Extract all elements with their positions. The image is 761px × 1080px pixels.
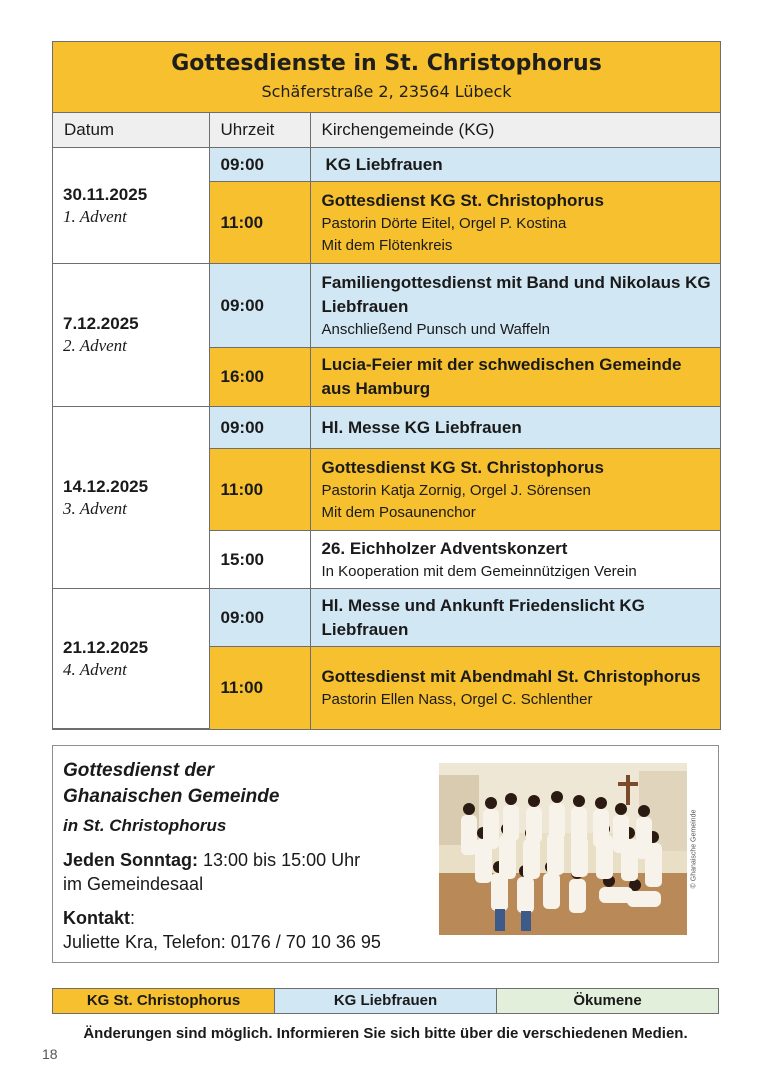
- event-cell: [310, 449, 720, 531]
- event-title: 26. Eichholzer Adventskonzert: [321, 538, 568, 558]
- ghana-info: [63, 758, 433, 954]
- time-cell: 11:00: [209, 449, 310, 531]
- footnote: Änderungen sind möglich. Informieren Sie sich bitte über die verschiedenen Medien.: [83, 1025, 688, 1042]
- column-header-time: Uhrzeit: [209, 113, 310, 148]
- event-detail: Pastorin Dörte Eitel, Orgel P. Kostina: [321, 214, 567, 232]
- event-title: KG Liebfrauen: [325, 154, 443, 174]
- church-address: Schäferstraße 2, 23564 Lübeck: [261, 82, 512, 101]
- services-table: [52, 41, 721, 730]
- event-cell: [310, 589, 720, 647]
- service-date: 14.12.2025: [63, 476, 149, 496]
- event-cell: [310, 148, 720, 182]
- schedule-value: 13:00 bis 15:00 Uhr: [198, 850, 361, 870]
- column-header-parish: Kirchengemeinde (KG): [310, 113, 720, 148]
- time-cell: 11:00: [209, 182, 310, 264]
- time-cell: 16:00: [209, 348, 310, 407]
- event-detail: Mit dem Flötenkreis: [321, 236, 453, 254]
- table-header: [53, 42, 720, 113]
- service-date: 21.12.2025: [63, 637, 149, 657]
- table-row: [53, 589, 720, 647]
- event-title: Familiengottesdienst mit Band und Nikolaus KG Liebfrauen: [321, 272, 711, 316]
- contact-label: Kontakt: [63, 908, 130, 928]
- event-cell: [310, 348, 720, 407]
- ghana-schedule: [63, 848, 433, 872]
- date-cell: [53, 589, 209, 729]
- legend-item: KG St. Christophorus: [53, 989, 275, 1013]
- event-cell: [310, 647, 720, 729]
- event-detail: Anschließend Punsch und Waffeln: [321, 320, 550, 338]
- event-title: Gottesdienst KG St. Christophorus: [321, 190, 604, 210]
- time-cell: 09:00: [209, 407, 310, 449]
- event-title: Hl. Messe und Ankunft Friedenslicht KG Liebfrauen: [321, 595, 645, 639]
- time-cell: 09:00: [209, 148, 310, 182]
- legend-item: Ökumene: [497, 989, 718, 1013]
- event-detail: Pastorin Katja Zornig, Orgel J. Sörensen: [321, 481, 591, 499]
- schedule-grid: [53, 113, 720, 729]
- liturgical-day: 4. Advent: [63, 659, 127, 679]
- ghana-title: Ghanaischen Gemeinde: [63, 786, 280, 807]
- table-row: [53, 407, 720, 449]
- liturgical-day: 1. Advent: [63, 206, 127, 226]
- color-legend: [52, 988, 719, 1014]
- event-title: Lucia-Feier mit der schwedischen Gemeinde aus Hamburg: [321, 355, 682, 398]
- table-row: [53, 148, 720, 182]
- group-photo: [439, 763, 687, 935]
- column-header-row: [53, 113, 720, 148]
- ghana-community-box: [52, 745, 719, 963]
- date-cell: [53, 148, 209, 264]
- time-cell: 15:00: [209, 531, 310, 589]
- contact-value: Juliette Kra, Telefon: 0176 / 70 10 36 95: [63, 932, 381, 952]
- date-cell: [53, 264, 209, 407]
- ghana-schedule-place: im Gemeindesaal: [63, 874, 204, 894]
- ghana-location: in St. Christophorus: [63, 816, 227, 835]
- date-cell: [53, 407, 209, 589]
- event-title: Gottesdienst mit Abendmahl St. Christophorus: [321, 666, 701, 686]
- service-date: 30.11.2025: [63, 184, 148, 204]
- table-row: [53, 264, 720, 348]
- photo-credit: © Ghanaische Gemeinde: [690, 809, 698, 889]
- event-title: Hl. Messe KG Liebfrauen: [321, 417, 522, 437]
- page-number: 18: [42, 1046, 58, 1062]
- event-cell: [310, 182, 720, 264]
- schedule-label: Jeden Sonntag:: [63, 850, 199, 870]
- event-cell: [310, 531, 720, 589]
- time-cell: 11:00: [209, 647, 310, 729]
- event-detail: Mit dem Posaunenchor: [321, 503, 476, 521]
- legend-item: KG Liebfrauen: [275, 989, 497, 1013]
- liturgical-day: 2. Advent: [63, 336, 127, 355]
- event-title: Gottesdienst KG St. Christophorus: [321, 457, 604, 477]
- ghana-contact: [63, 906, 433, 930]
- column-header-date: Datum: [53, 113, 209, 148]
- event-detail: Pastorin Ellen Nass, Orgel C. Schlenther: [321, 690, 593, 708]
- service-date: 7.12.2025: [63, 314, 139, 333]
- liturgical-day: 3. Advent: [63, 498, 127, 518]
- page-title: Gottesdienste in St. Christophorus: [171, 51, 602, 76]
- event-cell: [310, 407, 720, 449]
- ghana-title: Gottesdienst der: [63, 760, 214, 781]
- event-cell: [310, 264, 720, 348]
- event-detail: In Kooperation mit dem Gemeinnützigen Verein: [321, 562, 637, 580]
- time-cell: 09:00: [209, 589, 310, 647]
- contact-colon: :: [130, 908, 136, 928]
- time-cell: 09:00: [209, 264, 310, 348]
